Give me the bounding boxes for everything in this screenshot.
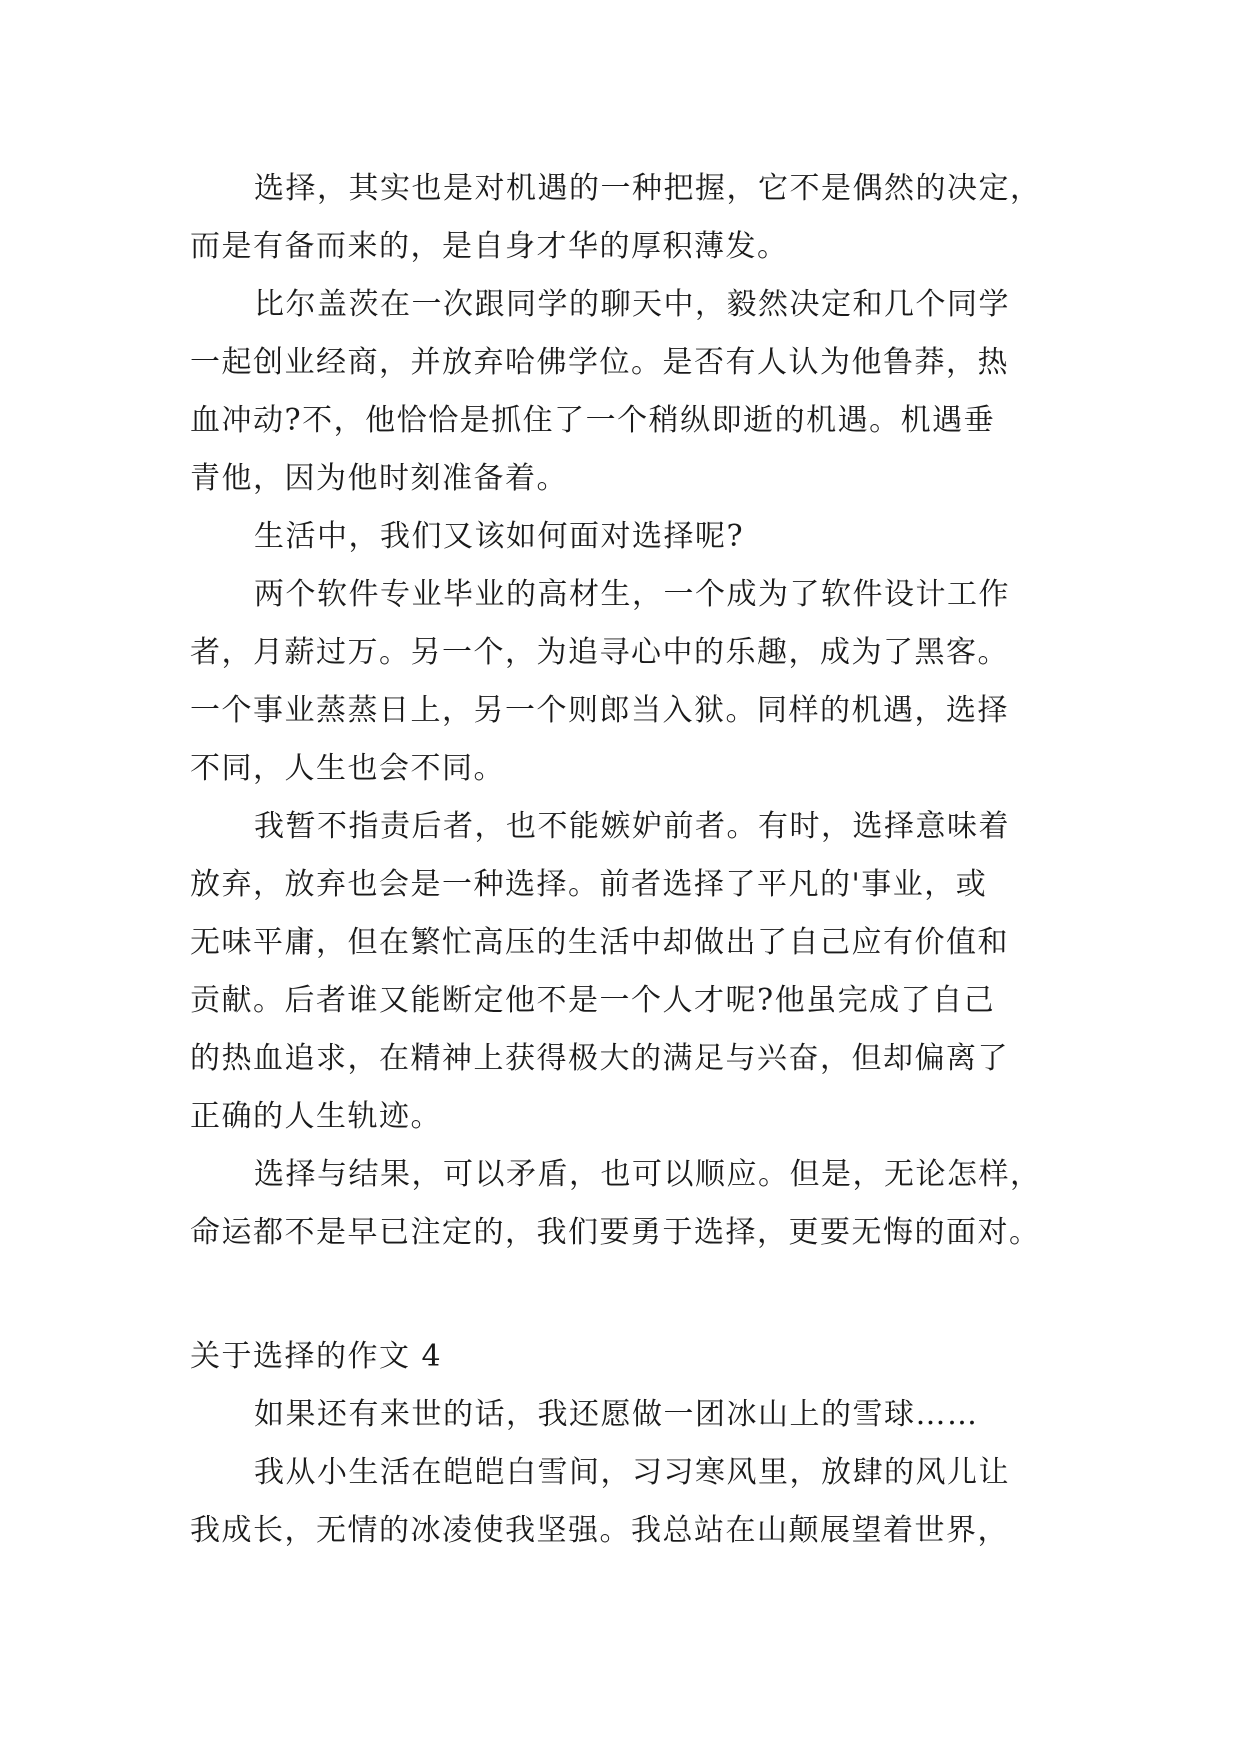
- paragraph-line: 我从小生活在皑皑白雪间，习习寒风里，放肆的风儿让: [254, 1455, 1010, 1490]
- paragraph-line: 比尔盖茨在一次跟同学的聊天中，毅然决定和几个同学: [254, 287, 1010, 322]
- paragraph-line: 一个事业蒸蒸日上，另一个则郎当入狱。同样的机遇，选择: [190, 693, 1009, 728]
- document-body: [190, 160, 1070, 1560]
- paragraph-line: 我成长，无情的冰凌使我坚强。我总站在山颠展望着世界，: [190, 1513, 1009, 1548]
- paragraph-line: 命运都不是早已注定的，我们要勇于选择，更要无悔的面对。: [190, 1215, 1041, 1250]
- paragraph-line: 的热血追求，在精神上获得极大的满足与兴奋，但却偏离了: [190, 1041, 1009, 1076]
- paragraph-line: 不同，人生也会不同。: [190, 751, 505, 786]
- paragraph-line: 选择与结果，可以矛盾，也可以顺应。但是，无论怎样，: [254, 1157, 1042, 1192]
- paragraph-line: 生活中，我们又该如何面对选择呢?: [254, 519, 745, 554]
- section-heading: 关于选择的作文 4: [190, 1339, 443, 1374]
- paragraph-line: 贡献。后者谁又能断定他不是一个人才呢?他虽完成了自己: [190, 983, 996, 1018]
- paragraph-line: 青他，因为他时刻准备着。: [190, 461, 568, 496]
- paragraph-line: 我暂不指责后者，也不能嫉妒前者。有时，选择意味着: [254, 809, 1010, 844]
- paragraph-line: 选择，其实也是对机遇的一种把握，它不是偶然的决定，: [254, 171, 1042, 206]
- paragraph-line: 如果还有来世的话，我还愿做一团冰山上的雪球……: [254, 1397, 979, 1432]
- section-spacer: [190, 1262, 1070, 1328]
- paragraph-line: 两个软件专业毕业的高材生，一个成为了软件设计工作: [254, 577, 1010, 612]
- paragraph-line: 而是有备而来的，是自身才华的厚积薄发。: [190, 229, 789, 264]
- paragraph-line: 一起创业经商，并放弃哈佛学位。是否有人认为他鲁莽，热: [190, 345, 1009, 380]
- paragraph-line: 放弃，放弃也会是一种选择。前者选择了平凡的'事业，或: [190, 867, 988, 902]
- paragraph-line: 者，月薪过万。另一个，为追寻心中的乐趣，成为了黑客。: [190, 635, 1009, 670]
- paragraph-line: 无味平庸，但在繁忙高压的生活中却做出了自己应有价值和: [190, 925, 1009, 960]
- paragraph-line: 正确的人生轨迹。: [190, 1099, 442, 1134]
- paragraph-line: 血冲动?不，他恰恰是抓住了一个稍纵即逝的机遇。机遇垂: [190, 403, 996, 438]
